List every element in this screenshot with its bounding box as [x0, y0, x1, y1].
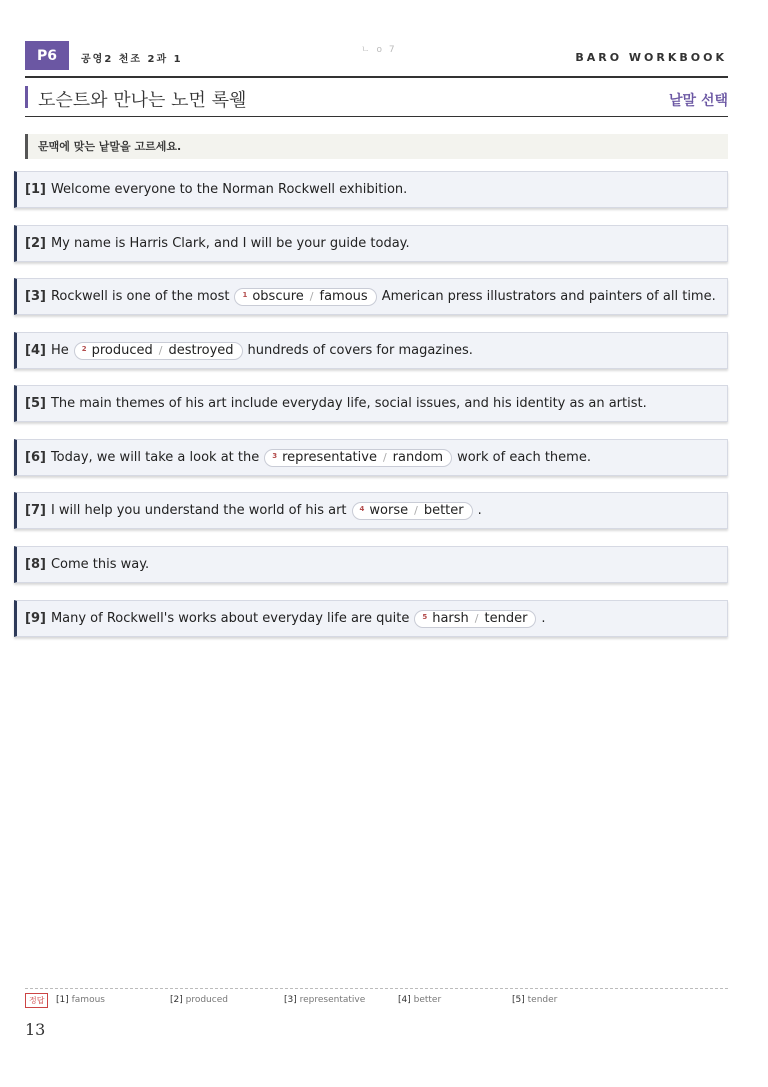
answer-item — [284, 994, 365, 1006]
sentence-item-6 — [14, 439, 728, 476]
answer-divider — [25, 988, 728, 989]
choice-option-2[interactable]: better — [423, 503, 464, 518]
lesson-subtitle: 공영2 천조 2과 1 — [81, 54, 183, 65]
item-text: Many of Rockwell's works about everyday life are quite — [50, 611, 410, 626]
choice-separator: / — [414, 504, 418, 517]
answer-number: [4] — [398, 995, 411, 1005]
word-choice-box[interactable] — [414, 610, 536, 628]
item-text-after: . — [541, 611, 546, 626]
item-number: [7] — [25, 503, 46, 518]
title-accent-bar — [25, 86, 28, 108]
exercise-type-label: 낱말 선택 — [669, 93, 728, 109]
answer-label: 정답 — [25, 993, 48, 1008]
page-badge: P6 — [25, 41, 69, 70]
word-choice-box[interactable] — [234, 288, 376, 306]
answer-word: produced — [185, 995, 228, 1005]
item-text: Come this way. — [50, 557, 150, 572]
answer-number: [3] — [284, 995, 297, 1005]
item-text: I will help you understand the world of his art — [50, 503, 347, 518]
sentence-item-8 — [14, 546, 728, 583]
sentence-item-4 — [14, 332, 728, 369]
page-title: 도슨트와 만나는 노먼 록웰 — [38, 90, 247, 111]
choice-number: 5 — [422, 612, 428, 621]
item-number: [3] — [25, 289, 46, 304]
item-text: He — [50, 343, 69, 358]
answer-number: [2] — [170, 995, 183, 1005]
item-number: [6] — [25, 450, 46, 465]
choice-number: 2 — [81, 344, 87, 353]
answer-word: famous — [71, 995, 105, 1005]
word-choice-box[interactable] — [264, 449, 452, 467]
item-text-after: work of each theme. — [457, 450, 591, 465]
choice-option-2[interactable]: tender — [484, 611, 528, 626]
answer-key — [25, 993, 728, 1009]
choice-number: 1 — [242, 290, 248, 299]
center-mark: ㄴ o 7 — [361, 45, 397, 55]
answer-item — [56, 994, 105, 1006]
sentence-item-5 — [14, 385, 728, 422]
header-rule — [25, 76, 728, 78]
item-text: Welcome everyone to the Norman Rockwell exhibition. — [50, 182, 408, 197]
brand-label: BARO WORKBOOK — [575, 51, 727, 64]
item-text: Today, we will take a look at the — [50, 450, 260, 465]
sentence-item-3 — [14, 278, 728, 315]
answer-number: [1] — [56, 995, 69, 1005]
item-text-after: American press illustrators and painters of all time. — [381, 289, 716, 304]
sentence-item-1 — [14, 171, 728, 208]
sentence-item-2 — [14, 225, 728, 262]
choice-option-1[interactable]: obscure — [252, 289, 304, 304]
choice-separator: / — [382, 451, 387, 464]
page-number: 13 — [25, 1020, 46, 1039]
answer-word: representative — [299, 995, 366, 1005]
answer-number: [5] — [512, 995, 525, 1005]
item-number: [2] — [25, 236, 46, 251]
sentence-item-7 — [14, 492, 728, 529]
answer-word: better — [413, 995, 442, 1005]
item-text-after: hundreds of covers for magazines. — [247, 343, 473, 358]
choice-option-1[interactable]: produced — [91, 343, 153, 358]
choice-option-2[interactable]: random — [392, 450, 444, 465]
item-number: [5] — [25, 396, 46, 411]
answer-item — [512, 994, 557, 1006]
choice-separator: / — [309, 290, 314, 303]
item-text: Rockwell is one of the most — [50, 289, 230, 304]
answer-item — [398, 994, 441, 1006]
choice-option-2[interactable]: famous — [319, 289, 368, 304]
item-number: [4] — [25, 343, 46, 358]
item-text-after: . — [477, 503, 482, 518]
answer-item — [170, 994, 228, 1006]
answer-word: tender — [527, 995, 558, 1005]
word-choice-box[interactable] — [74, 342, 243, 360]
item-text: The main themes of his art include everyday life, social issues, and his identity as an artist. — [50, 396, 647, 411]
choice-option-1[interactable]: representative — [282, 450, 377, 465]
item-number: [9] — [25, 611, 46, 626]
item-number: [1] — [25, 182, 46, 197]
title-rule — [25, 116, 728, 117]
sentence-item-9 — [14, 600, 728, 637]
item-text: My name is Harris Clark, and I will be your guide today. — [50, 236, 410, 251]
choice-separator: / — [158, 344, 163, 357]
choice-option-2[interactable]: destroyed — [168, 343, 234, 358]
choice-option-1[interactable]: worse — [369, 503, 409, 518]
choice-number: 3 — [272, 451, 278, 460]
word-choice-box[interactable] — [352, 502, 473, 520]
choice-number: 4 — [359, 504, 365, 513]
instruction-box: 문맥에 맞는 낱말을 고르세요. — [25, 134, 728, 159]
choice-option-1[interactable]: harsh — [432, 611, 469, 626]
item-number: [8] — [25, 557, 46, 572]
choice-separator: / — [474, 612, 479, 625]
